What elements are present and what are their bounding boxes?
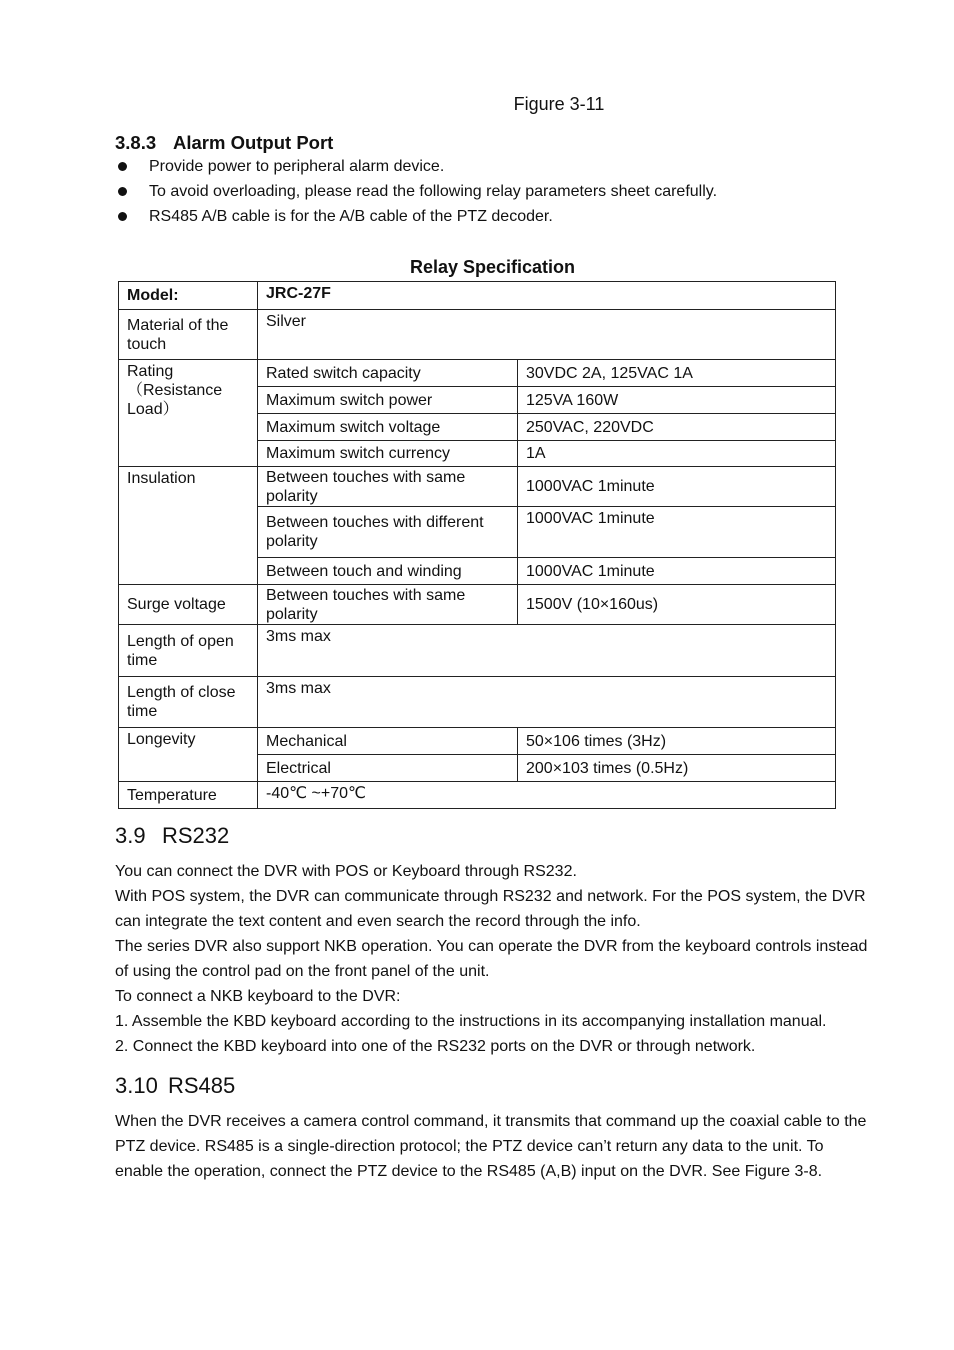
table-row (119, 360, 836, 387)
rating-label: Rating （Resistance Load） (119, 360, 258, 467)
paragraph: The series DVR also support NKB operation. You can operate the DVR from the keyboard controls instead of using the control pad on the front panel of the unit. (115, 938, 868, 980)
section-number: 3.10 (115, 1073, 158, 1098)
rating-param: Maximum switch currency (258, 441, 518, 467)
rs232-body (115, 859, 875, 1059)
material-value: Silver (258, 310, 836, 360)
relay-spec-table (118, 281, 836, 809)
temperature-value: -40℃ ~+70℃ (258, 782, 836, 809)
rating-param: Maximum switch power (258, 387, 518, 414)
insulation-value: 1000VAC 1minute (518, 558, 836, 585)
section-number: 3.9 (115, 823, 146, 848)
paragraph: With POS system, the DVR can communicate through RS232 and network. For the POS system, the DVR can integrate the text content and even search the record through the info. (115, 888, 866, 930)
table-row (119, 310, 836, 360)
rating-param: Rated switch capacity (258, 360, 518, 387)
section-heading-3-9 (115, 823, 229, 849)
material-label: Material of the touch (119, 310, 258, 360)
bullet-item: RS485 A/B cable is for the A/B cable of the PTZ decoder. (115, 207, 717, 232)
bullet-item: To avoid overloading, please read the following relay parameters sheet carefully. (115, 182, 717, 207)
section-heading-3-10 (115, 1073, 235, 1099)
open-time-label: Length of open time (119, 625, 258, 677)
insulation-param: Between touches with same polarity (258, 467, 518, 507)
temperature-label: Temperature (119, 782, 258, 809)
paragraph: 1. Assemble the KBD keyboard according to the instructions in its accompanying installation manual. (115, 1013, 827, 1030)
surge-value: 1500V (10×160us) (518, 585, 836, 625)
longevity-param: Electrical (258, 755, 518, 782)
insulation-param: Between touches with different polarity (258, 507, 518, 558)
model-value: JRC-27F (258, 282, 836, 310)
table-row (119, 625, 836, 677)
longevity-label: Longevity (119, 728, 258, 782)
close-time-label: Length of close time (119, 677, 258, 728)
insulation-label: Insulation (119, 467, 258, 585)
table-row (119, 282, 836, 310)
section-number: 3.8.3 (115, 132, 157, 153)
figure-caption: Figure 3-11 (513, 94, 605, 114)
rs485-body (115, 1109, 875, 1184)
rating-value: 125VA 160W (518, 387, 836, 414)
section-title: RS485 (168, 1073, 236, 1098)
table-row (119, 728, 836, 755)
rating-value: 1A (518, 441, 836, 467)
table-row (119, 585, 836, 625)
rating-param: Maximum switch voltage (258, 414, 518, 441)
table-title: Relay Specification (409, 257, 576, 277)
insulation-value: 1000VAC 1minute (518, 467, 836, 507)
table-row (119, 467, 836, 507)
longevity-value: 200×103 times (0.5Hz) (518, 755, 836, 782)
rating-value: 30VDC 2A, 125VAC 1A (518, 360, 836, 387)
longevity-value: 50×106 times (3Hz) (518, 728, 836, 755)
insulation-param: Between touch and winding (258, 558, 518, 585)
paragraph: When the DVR receives a camera control command, it transmits that command up the coaxial cable to the PTZ device. RS485 is a single-direction protocol; the PTZ device can’t return any data to the unit. To enable the operation, connect the PTZ device to the RS485 (A,B) input on the DVR. See Figure 3-8. (115, 1113, 867, 1180)
open-time-value: 3ms max (258, 625, 836, 677)
section-title: RS232 (162, 823, 230, 848)
surge-param: Between touches with same polarity (258, 585, 518, 625)
bullet-list (115, 157, 717, 232)
rating-value: 250VAC, 220VDC (518, 414, 836, 441)
model-label: Model: (119, 282, 258, 310)
table-row (119, 782, 836, 809)
close-time-value: 3ms max (258, 677, 836, 728)
bullet-item: Provide power to peripheral alarm device. (115, 157, 717, 182)
section-heading-3-8-3 (115, 132, 333, 154)
surge-label: Surge voltage (119, 585, 258, 625)
insulation-value: 1000VAC 1minute (518, 507, 836, 558)
section-title: Alarm Output Port (173, 132, 334, 153)
paragraph: 2. Connect the KBD keyboard into one of the RS232 ports on the DVR or through network. (115, 1038, 756, 1055)
paragraph: To connect a NKB keyboard to the DVR: (115, 988, 401, 1005)
paragraph: You can connect the DVR with POS or Keyboard through RS232. (115, 863, 577, 880)
longevity-param: Mechanical (258, 728, 518, 755)
table-row (119, 677, 836, 728)
